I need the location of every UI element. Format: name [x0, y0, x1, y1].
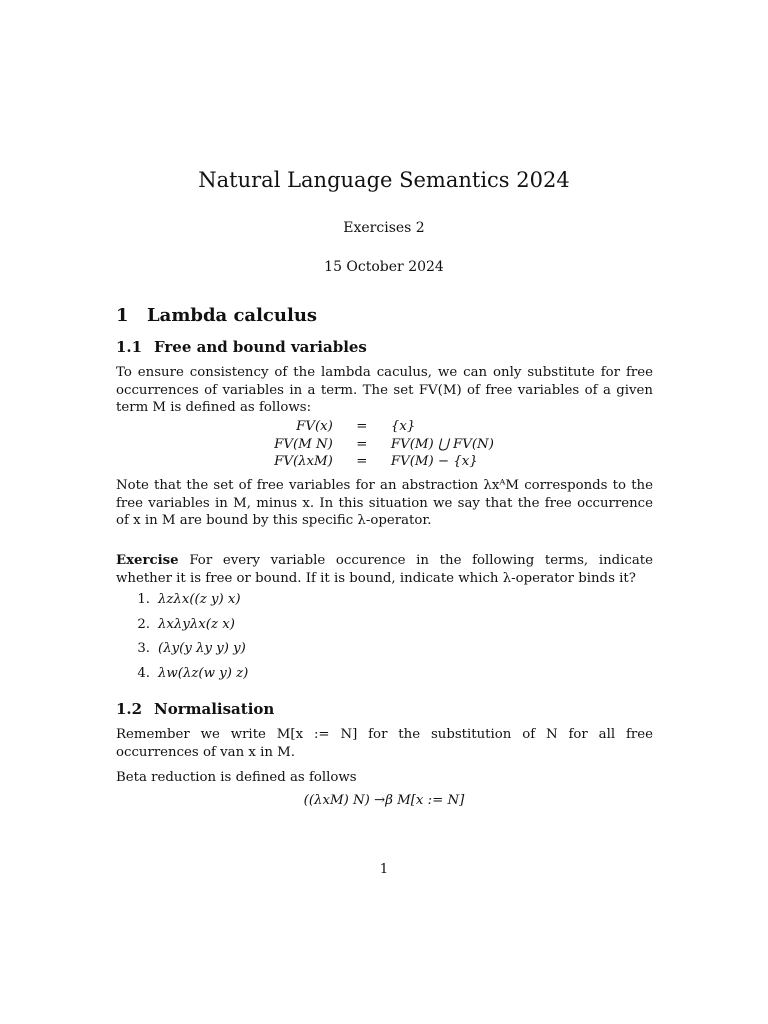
lambda-term: (λy(y λy y) y): [158, 641, 246, 656]
section-heading-lambda-calculus: [116, 305, 317, 326]
exercise-term-list: [116, 591, 248, 689]
paragraph-beta-intro: Beta reduction is defined as follows: [116, 770, 357, 785]
definition-lhs: FV(λxM): [274, 454, 333, 469]
paragraph-abstraction-note: Note that the set of free variables for an abstraction λxᴬM corresponds to the free variables in M, minus x. In this situation we say that the free occurrence of x in M are bound by this specific λ-operator.: [116, 478, 653, 528]
beta-reduction-rule: ((λxM) N) →β M[x := N]: [303, 793, 465, 808]
definition-equals: =: [356, 436, 368, 452]
document-subtitle: Exercises 2: [343, 220, 425, 236]
subsection-heading-free-bound: [116, 338, 367, 356]
list-item-number: 1.: [137, 592, 150, 607]
document-date: 15 October 2024: [324, 259, 444, 275]
subsection-heading-normalisation: [116, 700, 274, 718]
section-number: 1: [116, 305, 129, 326]
subsection-title: Free and bound variables: [154, 338, 367, 356]
fv-definition-table: [200, 418, 568, 471]
list-item-number: 2.: [137, 616, 150, 632]
list-item-number: 3.: [137, 641, 150, 656]
subsection-number: 1.1: [116, 338, 143, 356]
paragraph-free-variables: To ensure consistency of the lambda caculus, we can only substitute for free occurrences of variables in a term. The set FV(M) of free variables of a given term M is defined as follows:: [116, 365, 653, 415]
definition-lhs: FV(x): [296, 419, 333, 434]
exercise-label: Exercise: [116, 553, 179, 568]
lambda-term: λzλx((z y) x): [158, 592, 241, 607]
page-number: 1: [379, 862, 389, 877]
list-item: [116, 591, 248, 616]
list-item-number: 4.: [137, 665, 150, 681]
section-title: Lambda calculus: [147, 305, 318, 326]
subsection-title: Normalisation: [154, 700, 275, 718]
lambda-term: λw(λz(w y) z): [158, 665, 249, 681]
definition-row: [266, 453, 502, 471]
exercise-text: For every variable occurence in the following terms, indicate whether it is free or bound. If it is bound, indicate which λ-operator binds it?: [116, 553, 654, 586]
paragraph-substitution: Remember we write M[x := N] for the substitution of N for all free occurrences of van x in M.: [116, 727, 653, 760]
definition-rhs: FV(M) − {x}: [390, 454, 478, 469]
list-item: [116, 665, 248, 690]
definition-rhs: FV(M) ⋃ FV(N): [390, 436, 494, 452]
definition-row: [266, 436, 502, 454]
document-title: Natural Language Semantics 2024: [198, 168, 570, 192]
definition-lhs: FV(M N): [274, 436, 333, 452]
definition-row: [266, 418, 502, 436]
definition-equals: =: [356, 454, 368, 469]
definition-equals: =: [356, 419, 368, 434]
lambda-term: λxλyλx(z x): [158, 616, 235, 632]
list-item: [116, 640, 248, 665]
subsection-number: 1.2: [116, 700, 143, 718]
definition-rhs: {x}: [390, 419, 416, 434]
exercise-paragraph: [116, 552, 653, 587]
list-item: [116, 616, 248, 641]
